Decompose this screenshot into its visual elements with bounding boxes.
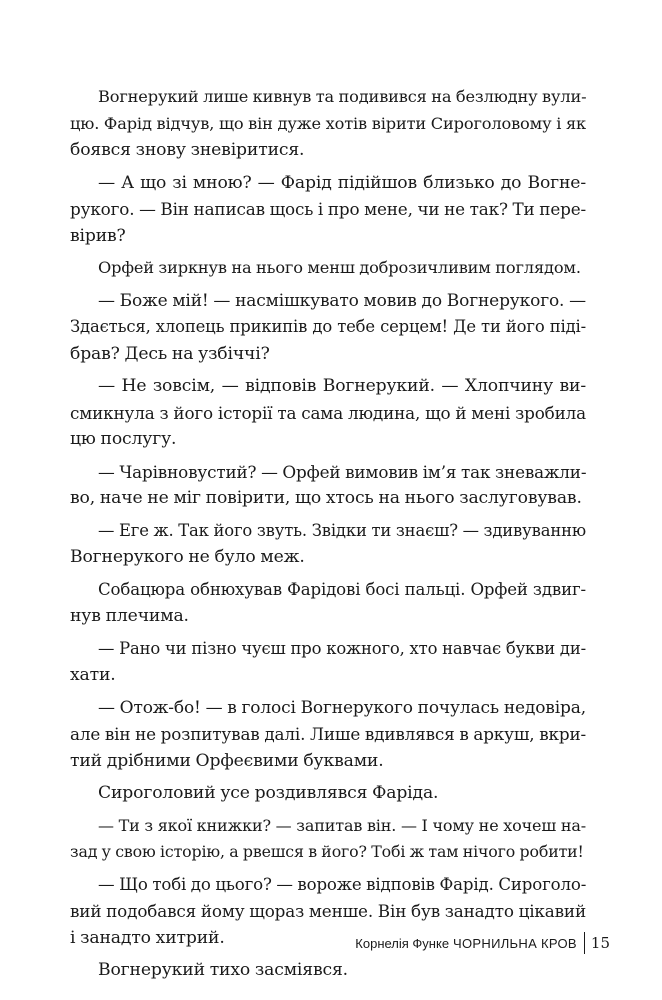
text-line: рукого. — Він написав щось і про мене, чи не так? Ти пере- [70,199,586,219]
paragraph [70,288,586,368]
footer-author: Корнелія Функе [355,935,450,951]
text-line: — Отож-бо! — в голосі Вогнерукого почулась недовіра, [98,697,586,718]
text-line: Орфей зиркнув на нього менш доброзичливим поглядом. [98,258,581,277]
paragraph [70,636,586,689]
text-line: хати. [70,665,116,685]
text-line: Вогнерукий тихо засміявся. [98,960,348,980]
text-line: Вогнерукий лише кивнув та подивився на безлюдну вули- [98,87,587,106]
paragraph [70,518,586,571]
text-line: — А що зі мною? — Фарід підійшов близько до Вогне- [98,172,586,193]
text-line: нув плечима. [70,606,189,626]
paragraph [70,84,586,164]
paragraph [70,577,586,630]
text-line: і занадто хитрий. [70,927,225,948]
text-line: Сироголовий усе роздивлявся Фаріда. [98,783,439,803]
text-line: зад у свою історію, а рвешся в його? Тобі ж там нічого робити! [70,842,584,861]
text-line: Собацюра обнюхував Фарідові босі пальці. Орфей здвиг- [98,579,586,599]
paragraph [70,957,586,984]
paragraph [70,255,586,282]
paragraph [70,813,586,866]
paragraph [70,170,586,250]
text-line: вірив? [70,225,126,246]
text-line: але він не розпитував далі. Лише вдивлявся в аркуш, вкри- [70,724,586,744]
text-line: смикнула з його історії та сама людина, що й мені зробила [70,402,586,423]
paragraph [70,373,586,453]
text-line: цю. Фарід відчув, що він дуже хотів вірити Сироголовому і як [70,113,586,133]
text-line: вий подобався йому щораз менше. Він був занадто цікавий [70,901,586,921]
text-line: — Що тобі до цього? — вороже відповів Фарід. Сироголо- [98,874,587,894]
text-line: Здається, хлопець прикипів до тебе серцем! Де ти його піді- [70,317,586,336]
text-line: — Чарівновустий? — Орфей вимовив ім’я так зневажли- [98,461,587,482]
text-line: — Еге ж. Так його звуть. Звідки ти знаєш? — здивуванню [98,520,586,540]
text-line: — Не зовсім, — відповів Вогнерукий. — Хлопчину ви- [98,376,586,396]
running-footer [355,930,610,956]
paragraph [70,695,586,775]
footer-book-title: ЧОРНИЛЬНА КРОВ [453,935,577,951]
body-text [70,84,586,984]
page-number: 15 [590,934,610,952]
text-line: Вогнерукого не було меж. [70,547,305,567]
text-line: тий дрібними Орфеєвими буквами. [70,750,384,771]
text-line: — Боже мій! — насмішкувато мовив до Вогнерукого. — [98,290,586,311]
footer-divider [584,932,585,954]
text-line: боявся знову зневіритися. [70,140,305,160]
text-line: цю послугу. [70,429,177,449]
paragraph [70,780,586,807]
text-line: — Ти з якої книжки? — запитав він. — І чому не хочеш на- [98,815,586,835]
text-line: — Рано чи пізно чуєш про кожного, хто навчає букви ди- [98,638,586,658]
text-line: во, наче не міг повірити, що хтось на нього заслуговував. [70,488,582,508]
paragraph [70,459,586,512]
text-line: брав? Десь на узбіччі? [70,343,270,364]
